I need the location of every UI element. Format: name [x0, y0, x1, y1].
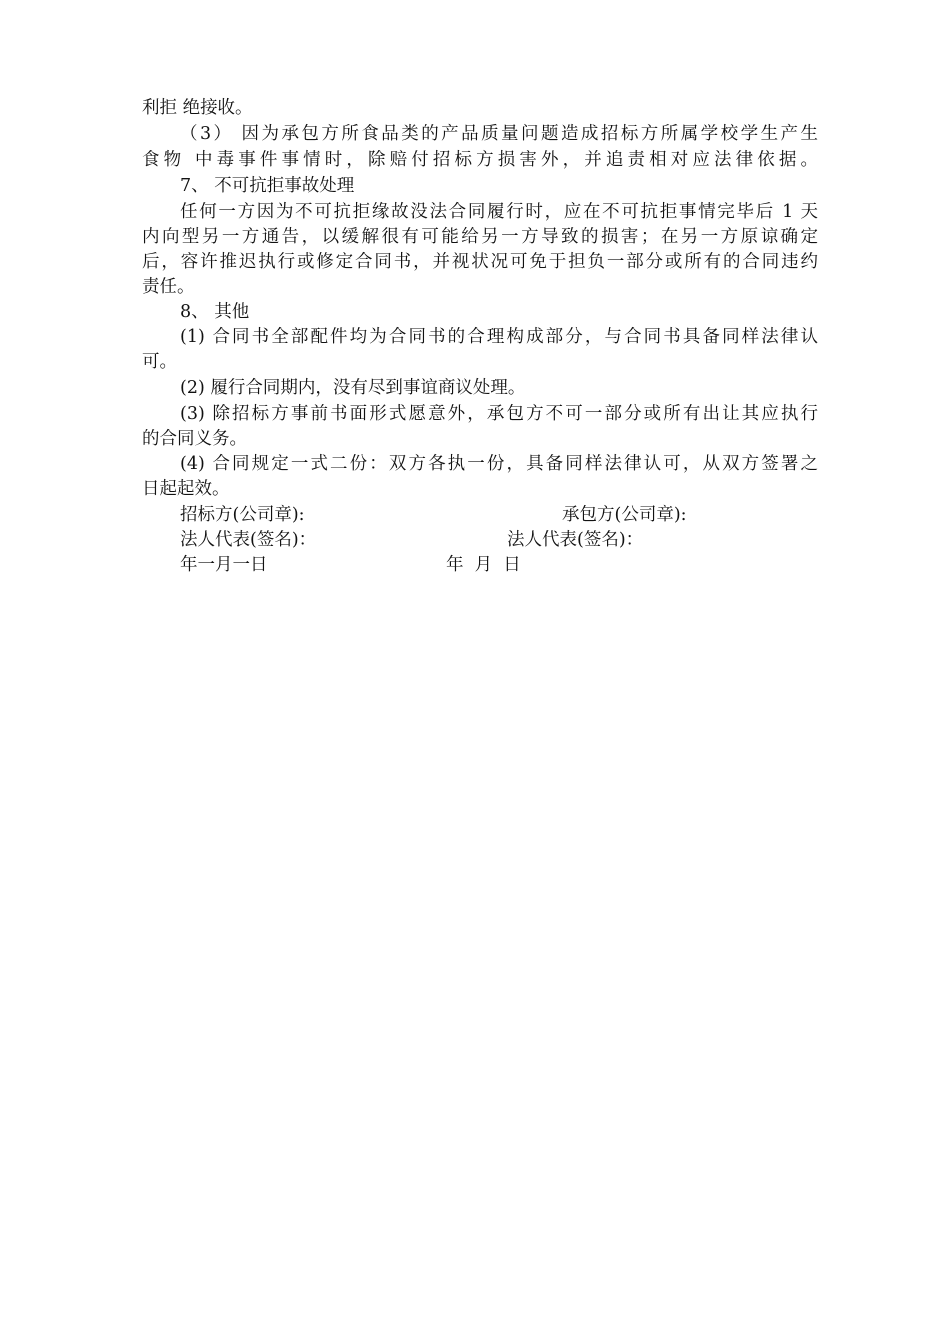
text-line: (1) 合同书全部配件均为合同书的合理构成部分，与合同书具备同样法律认: [180, 327, 818, 347]
party-a-representative-label: 法人代表(签名)：: [180, 530, 317, 550]
text-line: 可。: [142, 352, 177, 372]
text-line: （3） 因为承包方所食品类的产品质量问题造成招标方所属学校学生产生: [180, 124, 818, 144]
text-line: 后，容许推迟执行或修定合同书，并视状况可免于担负一部分或所有的合同违约: [142, 252, 818, 272]
text-line: 任何一方因为不可抗拒缘故没法合同履行时，应在不可抗拒事情完毕后 1 天: [180, 202, 818, 222]
text-line: 食物 中毒事件事情时，除赔付招标方损害外，并追责相对应法律依据。: [142, 150, 818, 170]
party-b-seal-label: 承包方(公司章):: [562, 505, 687, 525]
party-a-seal-label: 招标方(公司章):: [180, 505, 305, 525]
party-b-date: 年 月 日: [446, 555, 521, 575]
text-line: 日起起效。: [142, 479, 230, 499]
text-line: 利拒 绝接收。: [142, 98, 253, 118]
text-line: 的合同义务。: [142, 429, 247, 449]
text-line: (4) 合同规定一式二份：双方各执一份，具备同样法律认可，从双方签署之: [180, 454, 818, 474]
party-b-representative-label: 法人代表(签名)：: [507, 530, 644, 550]
text-line: 内向型另一方通告，以缓解很有可能给另一方导致的损害；在另一方原谅确定: [142, 227, 818, 247]
text-line: 责任。: [142, 277, 195, 297]
text-line: (3) 除招标方事前书面形式愿意外，承包方不可一部分或所有出让其应执行: [180, 404, 818, 424]
text-line: (2) 履行合同期内，没有尽到事谊商议处理。: [180, 378, 526, 398]
party-a-date: 年一月一日: [180, 555, 268, 575]
section-heading: 8、 其他: [180, 302, 250, 322]
section-heading: 7、 不可抗拒事故处理: [180, 176, 355, 196]
